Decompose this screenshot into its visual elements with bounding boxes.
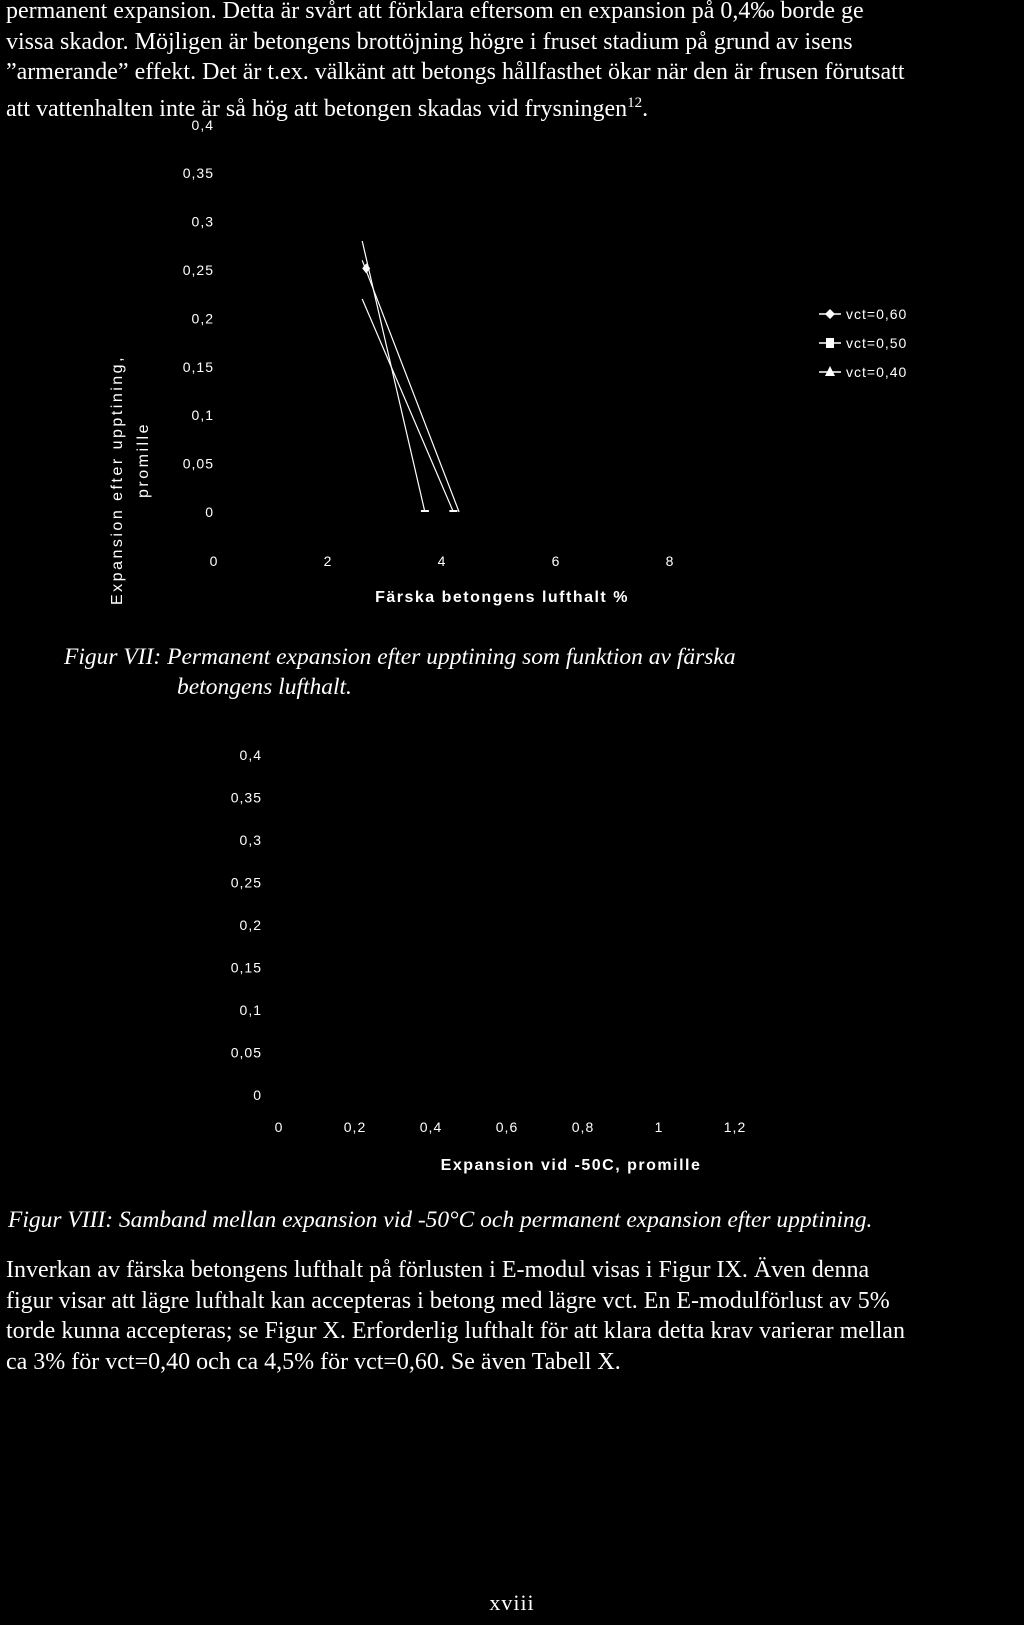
square-marker-icon: [826, 338, 834, 348]
series-line-1: [362, 241, 425, 512]
x-tick-label: 1,2: [723, 1119, 747, 1135]
figure7-caption-line-2: betongens lufthalt.: [177, 674, 352, 700]
series-end-marker-1: [421, 510, 429, 512]
figure8-chart: [0, 740, 1024, 1200]
figure8-caption: Figur VIII: Samband mellan expansion vid -50°C och permanent expansion efter upptining.: [8, 1207, 873, 1233]
figure7-y-axis-label-line-2: promille: [135, 421, 152, 499]
y-tick-label: 0,1: [239, 1002, 262, 1018]
paragraph-top-line-3: ”armerande” effekt. Det är t.ex. välkänt att betongs hållfasthet ökar när den är frusen förutsatt: [6, 59, 905, 85]
x-tick-label: 0: [274, 1119, 284, 1135]
series-line-2: [362, 299, 453, 512]
footnote-ref: 12: [627, 94, 643, 111]
figure7-series-lines: [362, 241, 459, 512]
figure7-caption-line-1: Figur VII: Permanent expansion efter upptining som funktion av färska: [64, 644, 736, 670]
y-tick-label: 0,3: [191, 213, 214, 230]
paragraph-bottom: [6, 1255, 1021, 1377]
y-tick-label: 0,4: [191, 116, 214, 133]
legend-entry-1: vct=0,50: [846, 335, 908, 351]
diamond-marker-icon: [825, 309, 835, 319]
figure7-x-axis-label: Färska betongens lufthalt %: [375, 589, 629, 606]
y-tick-label: 0,15: [230, 959, 262, 976]
paragraph-bottom-line-2: figur visar att lägre lufthalt kan accepteras i betong med lägre vct. En E-modulförlust av 5%: [6, 1287, 890, 1314]
x-tick-label: 0,6: [495, 1119, 519, 1135]
y-tick-label: 0,3: [239, 832, 262, 848]
y-tick-label: 0,15: [182, 358, 214, 375]
figure8-x-axis-label: Expansion vid -50C, promille: [440, 1157, 702, 1174]
x-tick-label: 6: [551, 553, 561, 569]
y-tick-label: 0: [253, 1087, 262, 1103]
x-tick-label: 1: [654, 1119, 664, 1135]
y-tick-label: 0,35: [230, 789, 262, 806]
y-tick-label: 0,05: [230, 1044, 262, 1061]
series-end-marker-2: [449, 510, 457, 512]
figure7-legend: [819, 306, 907, 380]
figure7-y-axis-label-line-1: Expansion efter upptining,: [109, 354, 126, 606]
paragraph-top-line-4-text: att vattenhalten inte är så hög att betongen skadas vid frysningen: [6, 95, 628, 122]
y-tick-label: 0,25: [182, 262, 214, 278]
y-tick-label: 0,4: [239, 747, 262, 763]
y-tick-label: 0,1: [191, 407, 214, 424]
y-tick-label: 0,25: [230, 874, 262, 891]
x-tick-label: 0,2: [343, 1119, 367, 1135]
paragraph-top-line-4-end: .: [642, 95, 649, 122]
paragraph-bottom-line-4: ca 3% för vct=0,40 och ca 4,5% för vct=0,60. Se även Tabell X.: [6, 1348, 621, 1375]
y-tick-label: 0,2: [191, 310, 214, 327]
figure7-x-ticks: [210, 553, 675, 569]
paragraph-bottom-line-1: Inverkan av färska betongens lufthalt på förlusten i E-modul visas i Figur IX. Även denna: [6, 1257, 870, 1283]
paragraph-bottom-line-3: torde kunna accepteras; se Figur X. Erforderlig lufthalt för att klara detta krav varierar mellan: [6, 1318, 905, 1344]
y-tick-label: 0,05: [182, 455, 214, 472]
x-tick-label: 0,4: [419, 1119, 443, 1135]
paragraph-top-line-2: vissa skador. Möjligen är betongens brottöjning högre i fruset stadium på grund av isens: [6, 28, 853, 55]
figure7-caption: [64, 642, 736, 702]
figure8-y-ticks: [231, 747, 262, 1103]
page-number: xviii: [489, 1590, 535, 1615]
y-tick-label: 0: [205, 504, 214, 520]
x-tick-label: 2: [323, 553, 333, 569]
paragraph-top-line-4: [6, 88, 1021, 125]
x-tick-label: 0: [209, 553, 219, 569]
series-line-0: [362, 260, 459, 512]
x-tick-label: 8: [665, 553, 675, 569]
x-tick-label: 4: [437, 553, 447, 569]
y-tick-label: 0,2: [239, 917, 262, 933]
legend-entry-0: vct=0,60: [846, 306, 908, 322]
y-tick-label: 0,35: [182, 165, 214, 182]
paragraph-top: [6, 0, 1021, 124]
x-tick-label: 0,8: [571, 1119, 595, 1135]
legend-entry-2: vct=0,40: [846, 364, 908, 380]
paragraph-top-line-1: permanent expansion. Detta är svårt att förklara eftersom en expansion på 0,4‰ borde ge: [6, 0, 864, 24]
figure7-y-ticks: [183, 117, 214, 520]
figure8-x-ticks: [275, 1119, 747, 1135]
triangle-marker-icon: [825, 366, 835, 376]
